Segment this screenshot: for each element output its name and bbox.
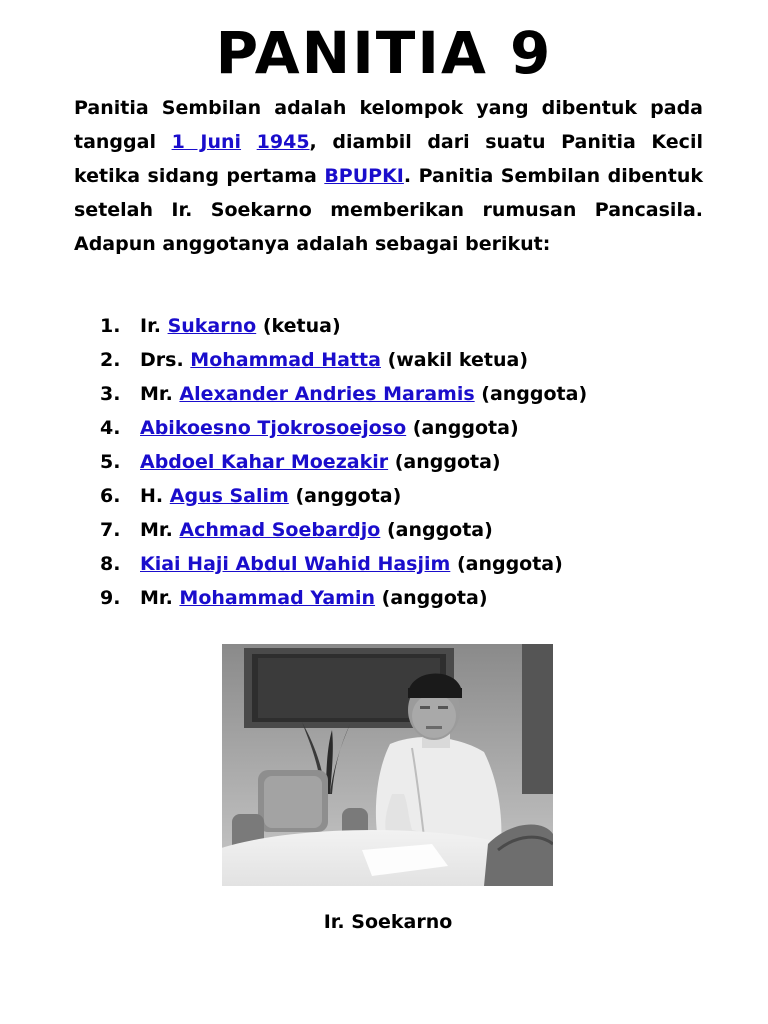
intro-text-4: . Panitia Sembilan dibentuk setelah Ir. Soekarno memberikan rumusan Pancasila. Adapun anggotanya adalah sebagai berikut:: [74, 165, 703, 255]
link-1945[interactable]: 1945: [256, 131, 310, 153]
list-number: 3.: [100, 383, 121, 405]
member-link-agus-salim[interactable]: Agus Salim: [169, 485, 289, 507]
member-role: (anggota): [474, 383, 588, 405]
list-item: [74, 581, 714, 615]
member-list: [74, 309, 714, 615]
member-prefix: Ir.: [140, 315, 168, 337]
list-item: [74, 309, 714, 343]
member-role: (anggota): [375, 587, 488, 609]
list-number: 4.: [100, 417, 121, 439]
member-role: (anggota): [380, 519, 493, 541]
intro-paragraph: [74, 91, 703, 261]
member-prefix: Mr.: [140, 383, 180, 405]
member-role: (wakil ketua): [380, 349, 529, 371]
member-link-alexander-andries-maramis[interactable]: Alexander Andries Maramis: [179, 383, 475, 405]
member-link-kiai-haji-abdul-wahid-hasjim[interactable]: Kiai Haji Abdul Wahid Hasjim: [140, 553, 451, 575]
member-prefix: Drs.: [140, 349, 191, 371]
link-1-juni[interactable]: 1 Juni: [171, 131, 242, 153]
member-link-abdoel-kahar-moezakir[interactable]: Abdoel Kahar Moezakir: [140, 451, 389, 473]
soekarno-photo: [222, 644, 553, 886]
photo-illustration: [222, 644, 553, 886]
member-link-sukarno[interactable]: Sukarno: [167, 315, 257, 337]
intro-text-3: , diambil dari suatu Panitia Kecil ketika sidang pertama: [74, 131, 703, 187]
page-title: PANITIA 9: [215, 19, 553, 87]
member-role: (anggota): [388, 451, 501, 473]
list-number: 8.: [100, 553, 121, 575]
list-number: 1.: [100, 315, 121, 337]
member-prefix: Mr.: [140, 519, 180, 541]
list-item: [74, 445, 714, 479]
list-item: [74, 377, 714, 411]
member-link-abikoesno-tjokrosoejoso[interactable]: Abikoesno Tjokrosoejoso: [140, 417, 407, 439]
member-role: (anggota): [450, 553, 563, 575]
member-role: (anggota): [406, 417, 519, 439]
list-item: [74, 343, 714, 377]
intro-text-2: [241, 131, 257, 153]
list-item: [74, 513, 714, 547]
member-role: (ketua): [256, 315, 341, 337]
member-link-mohammad-hatta[interactable]: Mohammad Hatta: [190, 349, 381, 371]
list-number: 2.: [100, 349, 121, 371]
member-link-mohammad-yamin[interactable]: Mohammad Yamin: [179, 587, 376, 609]
list-number: 6.: [100, 485, 121, 507]
list-item: [74, 547, 714, 581]
list-number: 5.: [100, 451, 121, 473]
intro-text-1: Panitia Sembilan adalah kelompok yang dibentuk pada tanggal: [74, 97, 703, 153]
member-prefix: H.: [140, 485, 170, 507]
list-number: 9.: [100, 587, 121, 609]
list-item: [74, 411, 714, 445]
photo-caption: Ir. Soekarno: [323, 911, 453, 933]
member-role: (anggota): [288, 485, 402, 507]
member-prefix: Mr.: [140, 587, 180, 609]
member-link-achmad-soebardjo[interactable]: Achmad Soebardjo: [179, 519, 381, 541]
list-number: 7.: [100, 519, 121, 541]
list-item: [74, 479, 714, 513]
link-bpupki[interactable]: BPUPKI: [324, 165, 404, 187]
